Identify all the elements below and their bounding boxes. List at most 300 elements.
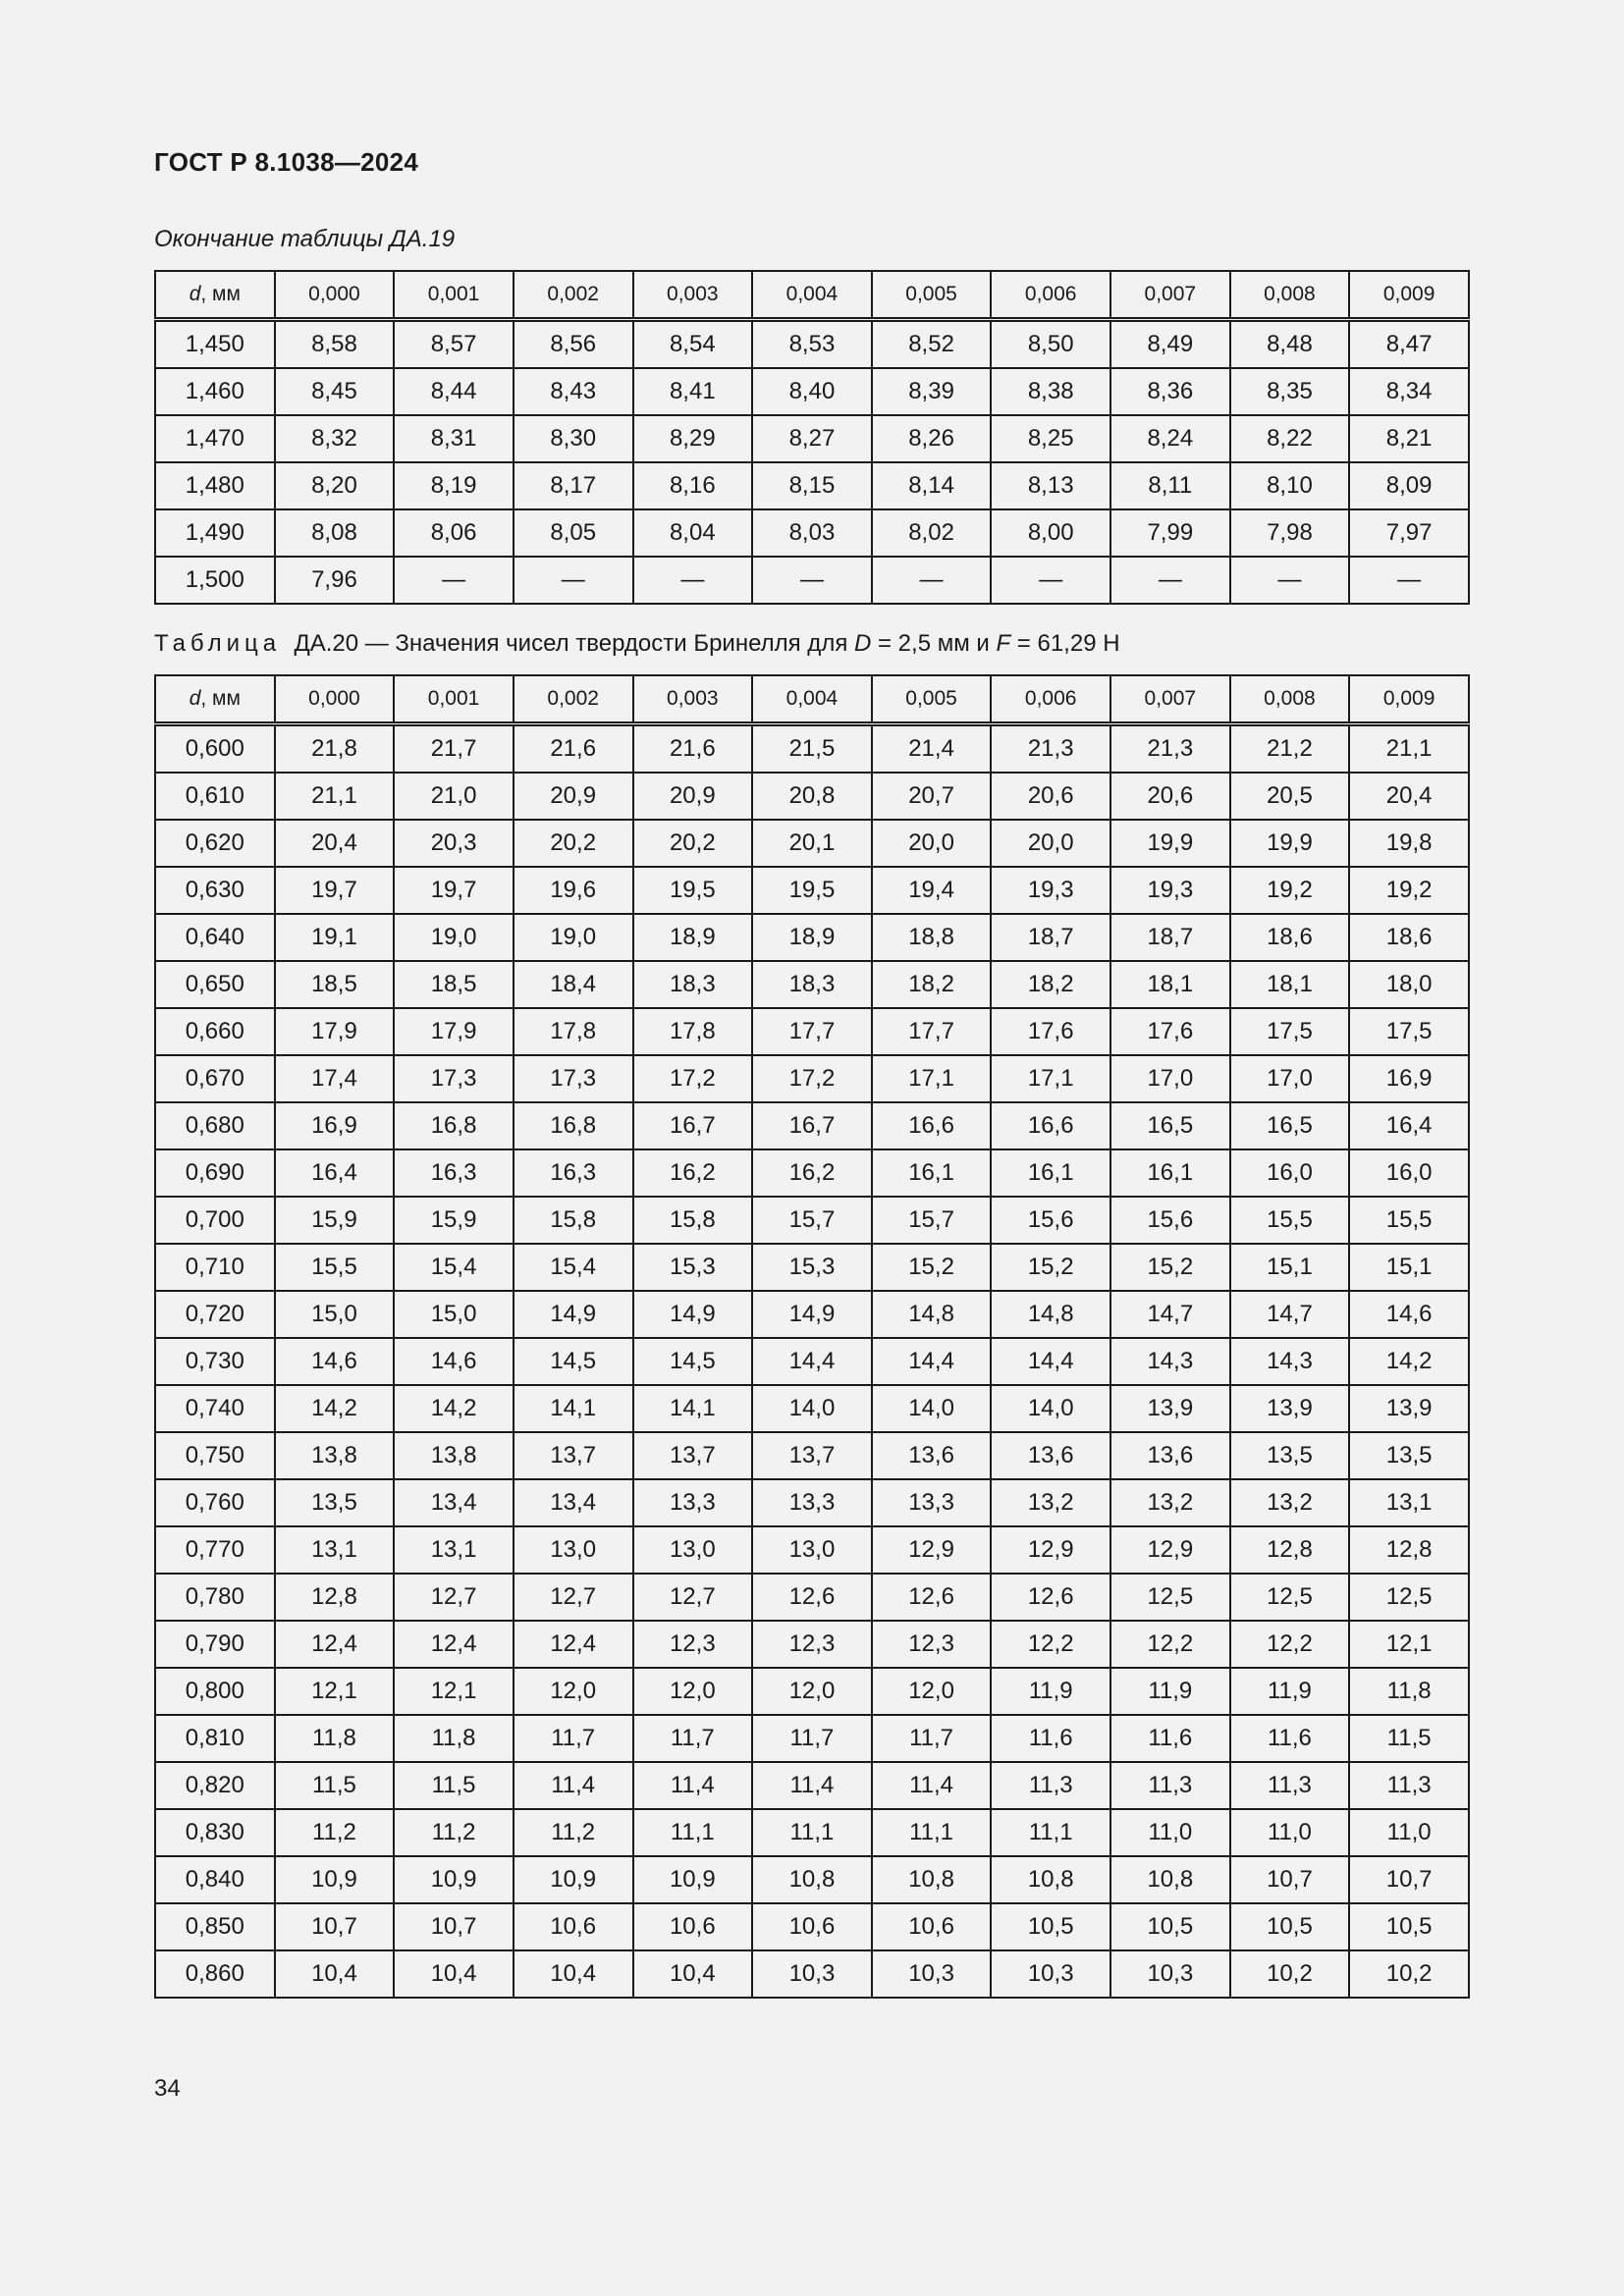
table-row [155, 724, 1469, 774]
table-cell: 8,52 [872, 320, 992, 369]
table-cell: 10,4 [394, 1950, 514, 1998]
table-cell: 8,57 [394, 320, 514, 369]
table-cell: 17,5 [1349, 1008, 1469, 1055]
table-cell: 19,5 [752, 867, 872, 914]
table-cell: 10,8 [1110, 1856, 1230, 1903]
table-cell: 12,0 [633, 1668, 753, 1715]
column-header: 0,005 [872, 271, 992, 320]
table-cell: 21,3 [991, 724, 1110, 774]
table-cell: 10,4 [633, 1950, 753, 1998]
table-row [155, 462, 1469, 509]
row-header-cell: 1,470 [155, 415, 275, 462]
table-row [155, 368, 1469, 415]
table-caption [154, 630, 1120, 658]
table-header-row [155, 675, 1469, 724]
table-cell: 12,1 [275, 1668, 395, 1715]
table-cell: 10,6 [872, 1903, 992, 1950]
table-cell: 15,4 [394, 1244, 514, 1291]
table-cell: 13,0 [514, 1526, 633, 1574]
table-cell: 18,0 [1349, 961, 1469, 1008]
row-header-cell: 0,850 [155, 1903, 275, 1950]
table-cell: 17,0 [1110, 1055, 1230, 1102]
table-cell: 13,1 [394, 1526, 514, 1574]
table-cell: 12,9 [872, 1526, 992, 1574]
table-cell: 20,9 [633, 773, 753, 820]
table-cell: 10,7 [394, 1903, 514, 1950]
table-cell: 10,2 [1349, 1950, 1469, 1998]
table-row [155, 1526, 1469, 1574]
table-cell: 14,7 [1110, 1291, 1230, 1338]
table-cell: 13,3 [752, 1479, 872, 1526]
table-cell: 12,1 [394, 1668, 514, 1715]
table-cell: 14,0 [752, 1385, 872, 1432]
column-header-d-unit: , мм [200, 283, 241, 305]
table-cell: 15,9 [275, 1197, 395, 1244]
table-cell: 15,7 [752, 1197, 872, 1244]
table-cell: 10,6 [752, 1903, 872, 1950]
table-cell: 10,3 [872, 1950, 992, 1998]
table-cell: 16,1 [991, 1149, 1110, 1197]
table-cell: 12,2 [991, 1621, 1110, 1668]
table-cell: 20,3 [394, 820, 514, 867]
table-cell: 14,9 [752, 1291, 872, 1338]
table-row [155, 509, 1469, 557]
table-cell: 11,4 [633, 1762, 753, 1809]
table-cell: 21,6 [633, 724, 753, 774]
table-cell: 18,8 [872, 914, 992, 961]
table-cell: 16,5 [1230, 1102, 1350, 1149]
table-cell: 13,9 [1110, 1385, 1230, 1432]
table-cell: 19,9 [1230, 820, 1350, 867]
table-cell: 14,6 [275, 1338, 395, 1385]
table-cell: 20,4 [275, 820, 395, 867]
table-cell: 13,6 [991, 1432, 1110, 1479]
table-cell: 15,8 [633, 1197, 753, 1244]
table-cell: 16,8 [514, 1102, 633, 1149]
table-cell: 16,3 [514, 1149, 633, 1197]
table-cell: 21,0 [394, 773, 514, 820]
table-cell: 11,9 [991, 1668, 1110, 1715]
table-cell: 21,7 [394, 724, 514, 774]
table-cell: 12,3 [752, 1621, 872, 1668]
table-cell: 17,7 [872, 1008, 992, 1055]
table-cell: 17,1 [872, 1055, 992, 1102]
table-cell: 11,9 [1110, 1668, 1230, 1715]
table-cell: 20,2 [514, 820, 633, 867]
table-cell: 12,6 [752, 1574, 872, 1621]
table-cell: 21,5 [752, 724, 872, 774]
column-header: 0,000 [275, 271, 395, 320]
row-header-cell: 0,860 [155, 1950, 275, 1998]
table-cell: 12,7 [394, 1574, 514, 1621]
table-row [155, 1621, 1469, 1668]
table-cell: 19,1 [275, 914, 395, 961]
table-row [155, 1291, 1469, 1338]
table-cell: 15,5 [275, 1244, 395, 1291]
table-cell: 18,9 [633, 914, 753, 961]
table-cell: 15,1 [1349, 1244, 1469, 1291]
table-cell: 8,17 [514, 462, 633, 509]
table-cell: 12,9 [1110, 1526, 1230, 1574]
table-header-row [155, 271, 1469, 320]
table-cell: 18,9 [752, 914, 872, 961]
table-cell: 14,0 [872, 1385, 992, 1432]
table-cell: 8,29 [633, 415, 753, 462]
row-header-cell: 0,610 [155, 773, 275, 820]
table-cell: 17,1 [991, 1055, 1110, 1102]
column-header: 0,006 [991, 271, 1110, 320]
table-cell: 8,15 [752, 462, 872, 509]
table-cell: 8,53 [752, 320, 872, 369]
table-cell: 19,7 [394, 867, 514, 914]
row-header-cell: 0,720 [155, 1291, 275, 1338]
table-cell: 18,5 [394, 961, 514, 1008]
caption-f-value: = 61,29 Н [1010, 630, 1120, 657]
table-cell: 11,8 [275, 1715, 395, 1762]
table-cell: 17,3 [394, 1055, 514, 1102]
row-header-cell: 0,750 [155, 1432, 275, 1479]
table-da19 [154, 270, 1470, 605]
table-cell: — [633, 557, 753, 604]
table-cell: 15,3 [633, 1244, 753, 1291]
column-header: 0,009 [1349, 271, 1469, 320]
table-cell: 19,0 [394, 914, 514, 961]
table-cell: 8,30 [514, 415, 633, 462]
table-cell: 10,2 [1230, 1950, 1350, 1998]
table-cell: 17,2 [752, 1055, 872, 1102]
table-cell: 10,3 [1110, 1950, 1230, 1998]
table-cell: 10,4 [514, 1950, 633, 1998]
table-cell: 13,0 [633, 1526, 753, 1574]
table-cell: 18,3 [633, 961, 753, 1008]
table-row [155, 1809, 1469, 1856]
row-header-cell: 0,640 [155, 914, 275, 961]
table-cell: 7,97 [1349, 509, 1469, 557]
table-cell: 12,5 [1349, 1574, 1469, 1621]
table-cell: 18,3 [752, 961, 872, 1008]
table-cell: 8,48 [1230, 320, 1350, 369]
table-row [155, 1762, 1469, 1809]
column-header: 0,002 [514, 675, 633, 724]
table-cell: 19,9 [1110, 820, 1230, 867]
row-header-cell: 1,490 [155, 509, 275, 557]
row-header-cell: 0,760 [155, 1479, 275, 1526]
column-header-d-symbol: d [189, 283, 201, 305]
table-cell: 10,8 [872, 1856, 992, 1903]
table-cell: 8,44 [394, 368, 514, 415]
table-cell: 12,1 [1349, 1621, 1469, 1668]
column-header: 0,004 [752, 271, 872, 320]
table-cell: 10,9 [514, 1856, 633, 1903]
table-cell: 17,8 [514, 1008, 633, 1055]
table-cell: 16,4 [1349, 1102, 1469, 1149]
table-cell: 14,1 [514, 1385, 633, 1432]
table-row [155, 773, 1469, 820]
table-cell: 14,3 [1230, 1338, 1350, 1385]
table-cell: 12,0 [514, 1668, 633, 1715]
table-cell: 15,0 [275, 1291, 395, 1338]
table-cell: 18,2 [991, 961, 1110, 1008]
table-cell: 8,40 [752, 368, 872, 415]
table-cell: 16,0 [1230, 1149, 1350, 1197]
table-cell: 11,3 [1230, 1762, 1350, 1809]
table-cell: 15,7 [872, 1197, 992, 1244]
table-cell: 20,0 [991, 820, 1110, 867]
table-cell: 14,2 [275, 1385, 395, 1432]
table-row [155, 1950, 1469, 1998]
table-cell: 8,05 [514, 509, 633, 557]
table-cell: 16,2 [633, 1149, 753, 1197]
column-header: 0,001 [394, 675, 514, 724]
column-header: 0,007 [1110, 675, 1230, 724]
table-row [155, 1244, 1469, 1291]
table-cell: 11,4 [514, 1762, 633, 1809]
table-cell: 12,4 [275, 1621, 395, 1668]
row-header-cell: 0,690 [155, 1149, 275, 1197]
table-cell: 17,9 [394, 1008, 514, 1055]
table-cell: 21,3 [1110, 724, 1230, 774]
table-cell: 18,7 [991, 914, 1110, 961]
table-cell: 11,7 [514, 1715, 633, 1762]
table-cell: 13,0 [752, 1526, 872, 1574]
table-cell: 8,32 [275, 415, 395, 462]
table-cell: 12,6 [872, 1574, 992, 1621]
table-cell: 13,6 [1110, 1432, 1230, 1479]
table-cell: 11,6 [991, 1715, 1110, 1762]
table-cell: 17,5 [1230, 1008, 1350, 1055]
table-cell: 8,38 [991, 368, 1110, 415]
table-row [155, 820, 1469, 867]
table-cell: 11,4 [872, 1762, 992, 1809]
table-cell: 20,8 [752, 773, 872, 820]
table-cell: 12,7 [633, 1574, 753, 1621]
table-cell: 17,2 [633, 1055, 753, 1102]
table-cell: 10,5 [991, 1903, 1110, 1950]
table-cell: 16,1 [1110, 1149, 1230, 1197]
table-cell: 11,3 [1349, 1762, 1469, 1809]
table-cell: 17,8 [633, 1008, 753, 1055]
table-cell: 16,5 [1110, 1102, 1230, 1149]
table-cell: 13,2 [1230, 1479, 1350, 1526]
table-row [155, 1715, 1469, 1762]
table-cell: 12,8 [1349, 1526, 1469, 1574]
table-cell: 15,2 [991, 1244, 1110, 1291]
table-cell: 8,08 [275, 509, 395, 557]
table-cell: 8,02 [872, 509, 992, 557]
table-cell: 14,4 [991, 1338, 1110, 1385]
table-cell: — [394, 557, 514, 604]
table-cell: 11,5 [275, 1762, 395, 1809]
row-header-cell: 0,670 [155, 1055, 275, 1102]
table-row [155, 1149, 1469, 1197]
table-row [155, 1574, 1469, 1621]
table-cell: 18,1 [1110, 961, 1230, 1008]
table-cell: 11,1 [752, 1809, 872, 1856]
table-cell: 16,4 [275, 1149, 395, 1197]
table-cell: 18,1 [1230, 961, 1350, 1008]
table-cell: 13,8 [275, 1432, 395, 1479]
table-cell: 20,6 [991, 773, 1110, 820]
table-cell: 21,6 [514, 724, 633, 774]
table-cell: 19,2 [1349, 867, 1469, 914]
table-cell: 11,1 [633, 1809, 753, 1856]
row-header-cell: 0,740 [155, 1385, 275, 1432]
table-cell: 19,5 [633, 867, 753, 914]
table-cell: 17,7 [752, 1008, 872, 1055]
table-cell: 21,1 [275, 773, 395, 820]
table-cell: 21,1 [1349, 724, 1469, 774]
table-cell: 16,7 [752, 1102, 872, 1149]
table-cell: 20,6 [1110, 773, 1230, 820]
table-cell: 13,2 [991, 1479, 1110, 1526]
table-da20 [154, 674, 1470, 1999]
table-cell: 14,2 [394, 1385, 514, 1432]
table-cell: 8,41 [633, 368, 753, 415]
caption-symbol-f: F [996, 630, 1011, 657]
table-cell: — [1110, 557, 1230, 604]
table-cell: 13,2 [1110, 1479, 1230, 1526]
column-header: 0,000 [275, 675, 395, 724]
page-number: 34 [154, 2075, 181, 2102]
table-row [155, 1338, 1469, 1385]
table-cell: 13,5 [275, 1479, 395, 1526]
row-header-cell: 0,790 [155, 1621, 275, 1668]
table-cell: 10,7 [1349, 1856, 1469, 1903]
table-cell: 11,7 [633, 1715, 753, 1762]
table-cell: 14,8 [991, 1291, 1110, 1338]
table-cell: 13,3 [633, 1479, 753, 1526]
table-cell: 12,2 [1230, 1621, 1350, 1668]
table-cell: 8,09 [1349, 462, 1469, 509]
row-header-cell: 0,730 [155, 1338, 275, 1385]
table-row [155, 320, 1469, 369]
table-cell: 8,11 [1110, 462, 1230, 509]
table-cell: 13,7 [752, 1432, 872, 1479]
table-cell: 15,5 [1349, 1197, 1469, 1244]
table-cell: 8,16 [633, 462, 753, 509]
table-cell: 11,4 [752, 1762, 872, 1809]
row-header-cell: 0,710 [155, 1244, 275, 1291]
table-cell: 8,39 [872, 368, 992, 415]
table-row [155, 1385, 1469, 1432]
table-cell: 11,2 [394, 1809, 514, 1856]
table-cell: 21,4 [872, 724, 992, 774]
table-cell: 12,8 [275, 1574, 395, 1621]
table-caption-text: — Значения чисел твердости Бринелля для [358, 630, 854, 657]
row-header-cell: 0,630 [155, 867, 275, 914]
table-cell: 12,9 [991, 1526, 1110, 1574]
table-cell: 10,7 [275, 1903, 395, 1950]
table-cell: 11,7 [752, 1715, 872, 1762]
table-cell: 16,8 [394, 1102, 514, 1149]
table-cell: 14,0 [991, 1385, 1110, 1432]
table-cell: 20,1 [752, 820, 872, 867]
table-row [155, 557, 1469, 604]
table-cell: 14,2 [1349, 1338, 1469, 1385]
table-cell: 18,5 [275, 961, 395, 1008]
table-cell: 15,4 [514, 1244, 633, 1291]
table-cell: 11,6 [1110, 1715, 1230, 1762]
column-header: 0,009 [1349, 675, 1469, 724]
table-cell: 15,5 [1230, 1197, 1350, 1244]
table-cell: 8,35 [1230, 368, 1350, 415]
table-cell: 19,3 [991, 867, 1110, 914]
table-cell: 19,3 [1110, 867, 1230, 914]
table-cell: 21,2 [1230, 724, 1350, 774]
table-cell: 10,8 [991, 1856, 1110, 1903]
table-cell: 8,20 [275, 462, 395, 509]
table-cell: 17,6 [1110, 1008, 1230, 1055]
table-caption-id: ДА.20 [294, 630, 359, 657]
table-cell: — [872, 557, 992, 604]
table-cell: 19,0 [514, 914, 633, 961]
table-cell: 8,50 [991, 320, 1110, 369]
table-row [155, 1432, 1469, 1479]
table-cell: 11,3 [1110, 1762, 1230, 1809]
table-cell: 8,04 [633, 509, 753, 557]
document-code: ГОСТ Р 8.1038—2024 [154, 147, 419, 177]
table-cell: 14,8 [872, 1291, 992, 1338]
table-cell: 14,9 [514, 1291, 633, 1338]
table-cell: 18,4 [514, 961, 633, 1008]
table-cell: 16,7 [633, 1102, 753, 1149]
table-cell: 10,9 [394, 1856, 514, 1903]
column-header-d [155, 271, 275, 320]
table-cell: 14,5 [514, 1338, 633, 1385]
table-cell: 18,6 [1349, 914, 1469, 961]
table-cell: 11,2 [514, 1809, 633, 1856]
table-cell: 12,0 [872, 1668, 992, 1715]
table-cell: 20,0 [872, 820, 992, 867]
table-cell: 11,5 [1349, 1715, 1469, 1762]
row-header-cell: 0,660 [155, 1008, 275, 1055]
table-cell: 11,0 [1230, 1809, 1350, 1856]
table-cell: 8,49 [1110, 320, 1230, 369]
table-cell: 14,4 [872, 1338, 992, 1385]
row-header-cell: 1,480 [155, 462, 275, 509]
table-cell: 19,2 [1230, 867, 1350, 914]
table-cell: 12,4 [514, 1621, 633, 1668]
table-cell: 13,9 [1230, 1385, 1350, 1432]
table-cell: 15,0 [394, 1291, 514, 1338]
table-cell: 8,24 [1110, 415, 1230, 462]
table-cell: 17,3 [514, 1055, 633, 1102]
table-cell: 13,4 [514, 1479, 633, 1526]
column-header: 0,003 [633, 271, 753, 320]
table-cell: 13,7 [633, 1432, 753, 1479]
table-cell: 8,25 [991, 415, 1110, 462]
table-cell: 8,43 [514, 368, 633, 415]
table-cell: 15,6 [1110, 1197, 1230, 1244]
row-header-cell: 1,450 [155, 320, 275, 369]
table-cell: 11,5 [394, 1762, 514, 1809]
table-cell: 17,6 [991, 1008, 1110, 1055]
table-cell: 8,45 [275, 368, 395, 415]
table-cell: 8,21 [1349, 415, 1469, 462]
table-cell: 8,54 [633, 320, 753, 369]
row-header-cell: 0,810 [155, 1715, 275, 1762]
row-header-cell: 0,770 [155, 1526, 275, 1574]
table-row [155, 867, 1469, 914]
table-cell: 10,4 [275, 1950, 395, 1998]
table-cell: 14,4 [752, 1338, 872, 1385]
table-cell: 11,6 [1230, 1715, 1350, 1762]
table-cell: 8,31 [394, 415, 514, 462]
table-cell: 13,8 [394, 1432, 514, 1479]
table-cell: — [514, 557, 633, 604]
table-cell: 7,96 [275, 557, 395, 604]
table-cell: 10,5 [1110, 1903, 1230, 1950]
